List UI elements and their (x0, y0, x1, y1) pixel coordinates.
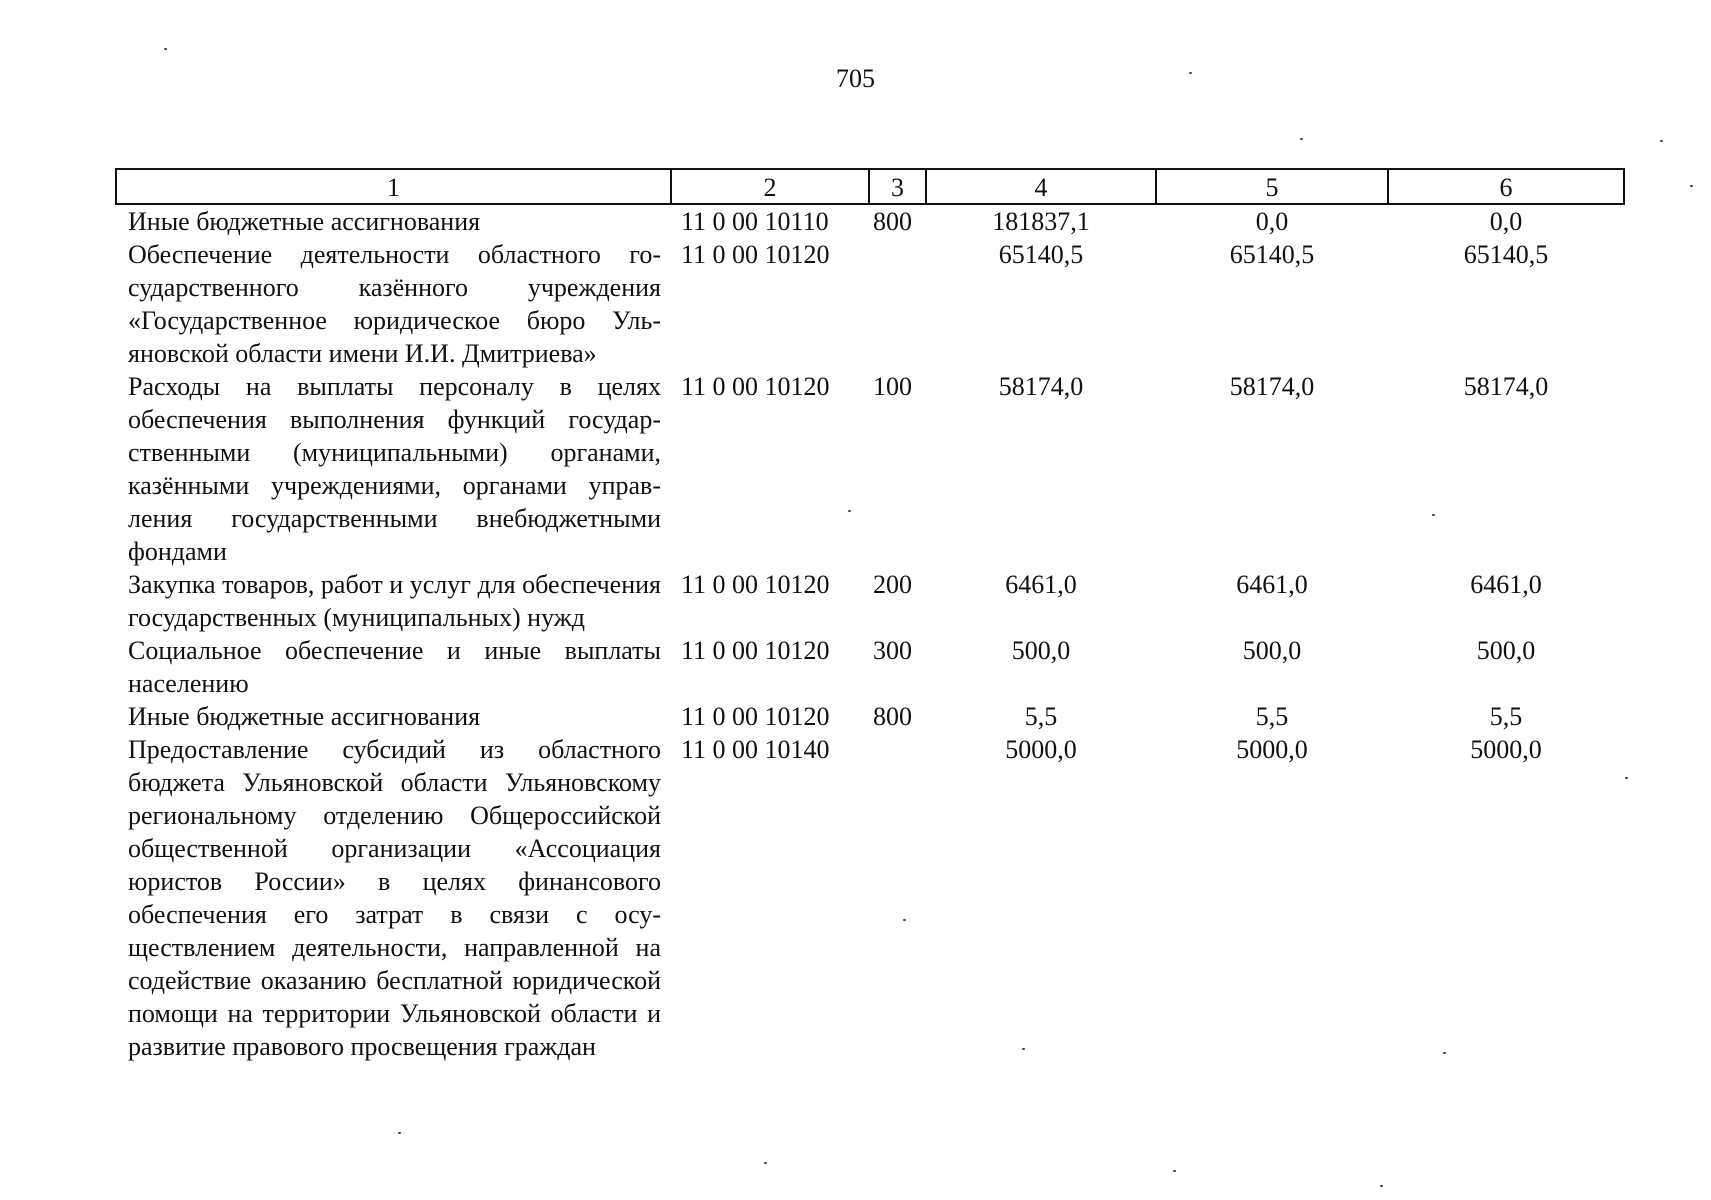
scan-speck (1625, 777, 1628, 779)
table-row (116, 238, 1624, 370)
row-code: 11 0 00 10120 (681, 372, 830, 401)
row-code: 11 0 00 10120 (681, 702, 830, 731)
header-col-1: 1 (116, 169, 671, 204)
table-row (116, 370, 1624, 568)
row-amount-5: 58174,0 (1229, 372, 1315, 401)
table-row (116, 634, 1624, 700)
row-amount-6: 6461,0 (1470, 570, 1542, 599)
row-amount-6: 5000,0 (1470, 735, 1542, 764)
row-description: Социальное обеспечение и иные выплаты населению (128, 636, 661, 698)
row-amount-6: 5,5 (1489, 702, 1523, 731)
scan-speck (848, 510, 851, 512)
row-expense-type: 200 (873, 570, 912, 599)
row-amount-4: 181837,1 (992, 207, 1090, 236)
header-col-2: 2 (671, 169, 869, 204)
row-expense-type: 300 (873, 636, 912, 665)
scan-speck (1660, 140, 1663, 142)
scan-speck (1173, 1170, 1176, 1172)
scan-speck (1380, 1185, 1383, 1187)
header-col-6: 6 (1388, 169, 1624, 204)
row-description: Расходы на выплаты персоналу в целях обеспечения выполнения функций государственными (муниципальными) органами, казёнными учреждениями, органами управления государственными внебюджетными фондами (128, 372, 661, 566)
row-description: Иные бюджетные ассигнования (128, 207, 481, 236)
row-code: 11 0 00 10140 (681, 735, 830, 764)
scan-speck (764, 1162, 767, 1164)
row-description: Обеспечение деятельности областного государственного казённого учреждения «Государственное юридическое бюро Ульяновской области имени И.И. Дмитриева» (128, 240, 661, 368)
row-amount-6: 500,0 (1476, 636, 1536, 665)
row-amount-4: 58174,0 (998, 372, 1084, 401)
table-row (116, 568, 1624, 634)
header-col-4: 4 (926, 169, 1156, 204)
row-amount-5: 5,5 (1255, 702, 1289, 731)
table-body (116, 204, 1624, 1063)
row-amount-5: 6461,0 (1236, 570, 1308, 599)
row-amount-4: 5000,0 (1005, 735, 1077, 764)
row-amount-4: 6461,0 (1005, 570, 1077, 599)
row-description: Закупка товаров, работ и услуг для обеспечения государственных (муниципальных) нужд (128, 570, 661, 632)
row-expense-type (869, 238, 926, 370)
table-row (116, 733, 1624, 1063)
table-header (116, 169, 1624, 204)
scan-speck (903, 919, 906, 921)
header-row (116, 169, 1624, 204)
scan-speck (1189, 72, 1192, 74)
row-expense-type: 100 (873, 372, 912, 401)
row-description: Иные бюджетные ассигнования (128, 702, 481, 731)
scan-speck (1300, 138, 1303, 140)
row-amount-6: 58174,0 (1463, 372, 1549, 401)
row-code: 11 0 00 10120 (681, 570, 830, 599)
scan-speck (1690, 185, 1693, 187)
row-amount-4: 65140,5 (998, 240, 1084, 269)
budget-table (115, 168, 1625, 1063)
row-amount-5: 0,0 (1255, 207, 1289, 236)
header-col-3: 3 (869, 169, 926, 204)
row-code: 11 0 00 10120 (681, 636, 830, 665)
row-amount-6: 65140,5 (1463, 240, 1549, 269)
row-expense-type (869, 733, 926, 1063)
scan-speck (398, 1132, 401, 1134)
row-description: Предоставление субсидий из областного бюджета Ульяновской области Ульяновскому региональному отделению Общероссийской общественной организации «Ассоциация юристов России» в целях финансового обеспечения его затрат в связи с осуществлением деятельности, направленной на содействие оказанию бесплатной юридической помощи на территории Ульяновской области и развитие правового просвещения граждан (128, 735, 661, 1061)
scan-speck (1022, 1048, 1025, 1050)
row-amount-6: 0,0 (1489, 207, 1523, 236)
row-amount-4: 500,0 (1011, 636, 1071, 665)
header-col-5: 5 (1156, 169, 1388, 204)
scan-speck (1432, 514, 1435, 516)
table-row (116, 700, 1624, 733)
row-expense-type: 800 (873, 702, 912, 731)
row-expense-type: 800 (873, 207, 912, 236)
row-amount-5: 65140,5 (1229, 240, 1315, 269)
page-number: 705 (836, 64, 875, 93)
row-code: 11 0 00 10120 (681, 240, 830, 269)
row-code: 11 0 00 10110 (681, 207, 829, 236)
row-amount-5: 500,0 (1242, 636, 1302, 665)
row-amount-4: 5,5 (1024, 702, 1058, 731)
scan-speck (164, 48, 167, 50)
scan-speck (1443, 1052, 1446, 1054)
row-amount-5: 5000,0 (1236, 735, 1308, 764)
table-row (116, 204, 1624, 238)
